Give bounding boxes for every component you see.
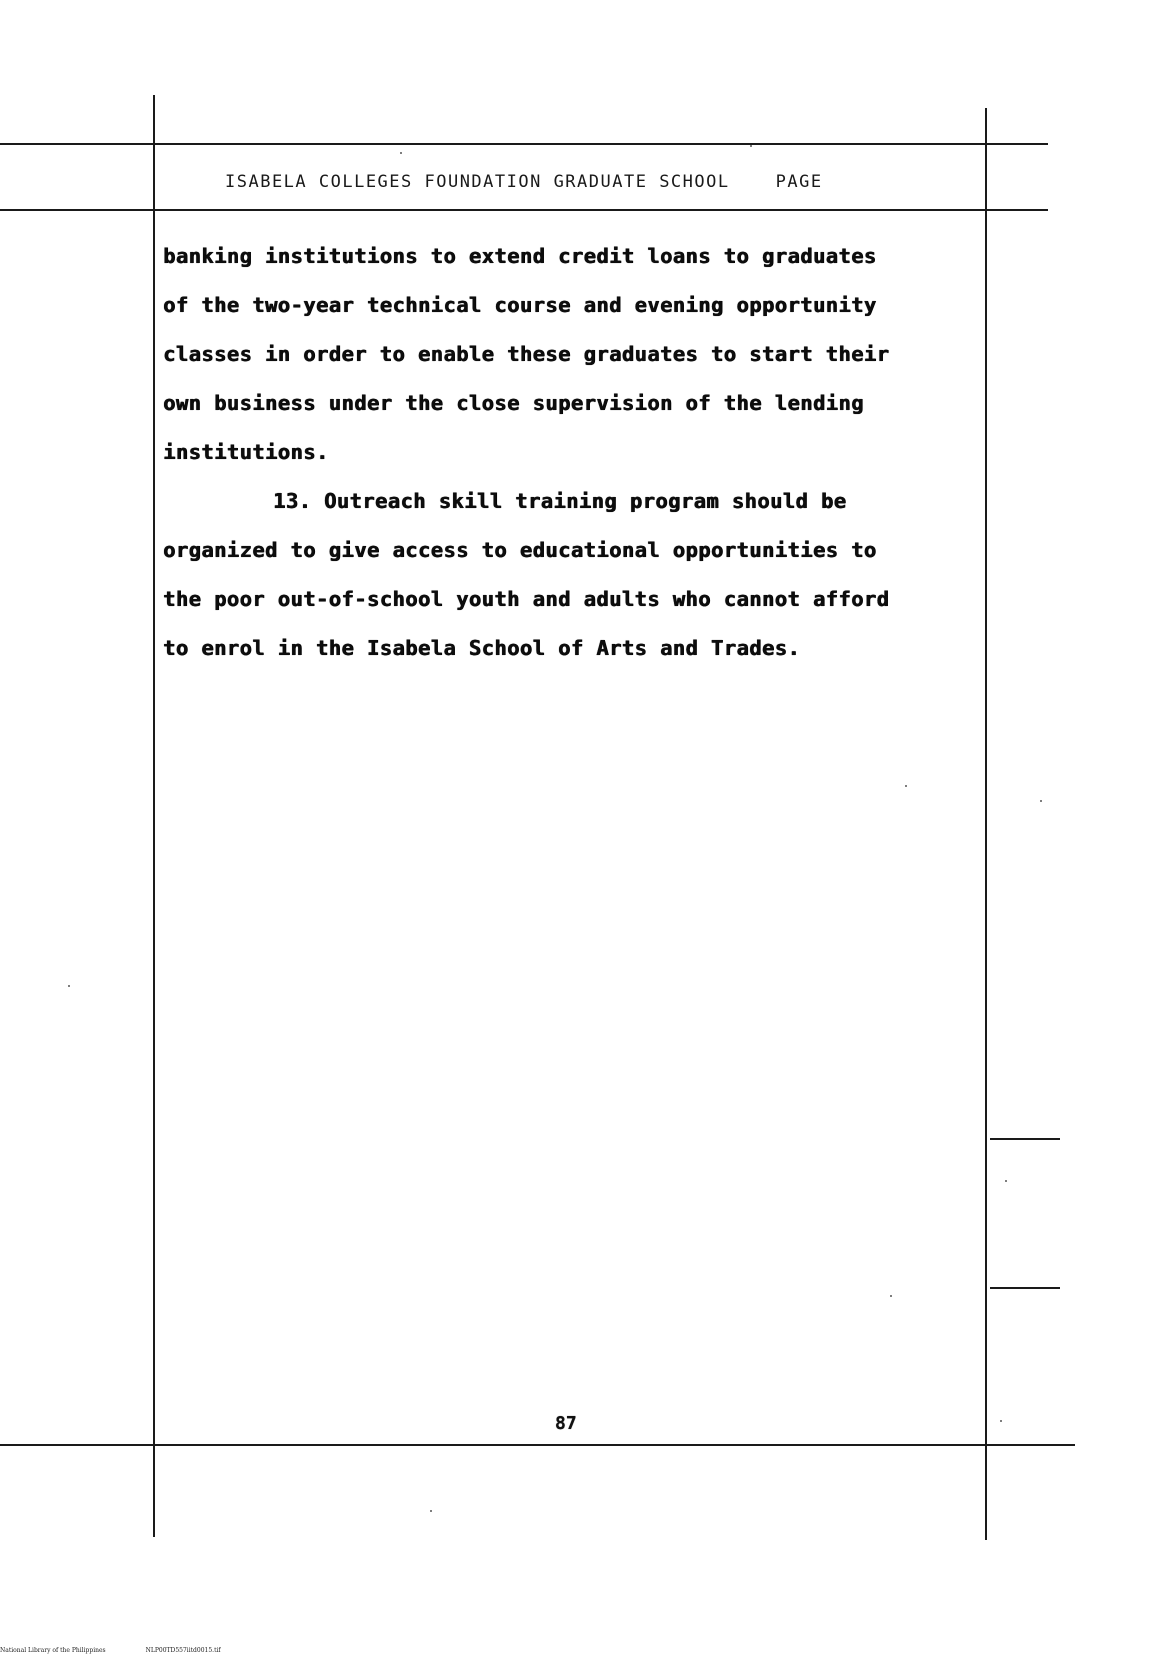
header-top-rule xyxy=(0,143,1048,145)
scan-speck xyxy=(1000,1420,1002,1422)
scan-speck xyxy=(430,1510,432,1512)
school-name: ISABELA COLLEGES FOUNDATION GRADUATE SCHOOL xyxy=(225,172,730,192)
scan-speck xyxy=(750,145,752,147)
footer-rule xyxy=(0,1444,1075,1446)
text-line: banking institutions to extend credit loans to graduates xyxy=(163,244,877,268)
side-tick-rule xyxy=(990,1138,1060,1140)
scan-footer xyxy=(0,1647,221,1654)
scan-speck xyxy=(400,152,402,154)
text-line: organized to give access to educational opportunities to xyxy=(163,538,877,562)
header-bottom-rule xyxy=(0,209,1048,211)
text-line: classes in order to enable these graduates to start their xyxy=(163,342,890,366)
text-line: the poor out-of-school youth and adults who cannot afford xyxy=(163,587,890,611)
text-line: to enrol in the Isabela School of Arts and Trades. xyxy=(163,636,801,660)
right-margin-rule xyxy=(985,108,987,1540)
text-line: 13. Outreach skill training program should be xyxy=(273,489,847,513)
scan-filename: NLP00TD557iitd0015.tif xyxy=(145,1647,221,1654)
scan-speck xyxy=(68,985,70,987)
text-line: of the two-year technical course and evening opportunity xyxy=(163,293,877,317)
left-margin-rule xyxy=(153,95,155,1537)
scan-speck xyxy=(905,785,907,787)
text-line: own business under the close supervision of the lending xyxy=(163,391,864,415)
side-tick-rule xyxy=(990,1287,1060,1289)
page-header xyxy=(225,172,823,192)
scan-speck xyxy=(1005,1180,1007,1182)
page-number: 87 xyxy=(555,1413,577,1434)
body-text xyxy=(163,232,983,673)
text-line: institutions. xyxy=(163,440,329,464)
scan-speck xyxy=(1040,800,1042,802)
scan-source: National Library of the Philippines xyxy=(0,1647,106,1654)
page-label: PAGE xyxy=(775,172,823,192)
scan-speck xyxy=(890,1295,892,1297)
